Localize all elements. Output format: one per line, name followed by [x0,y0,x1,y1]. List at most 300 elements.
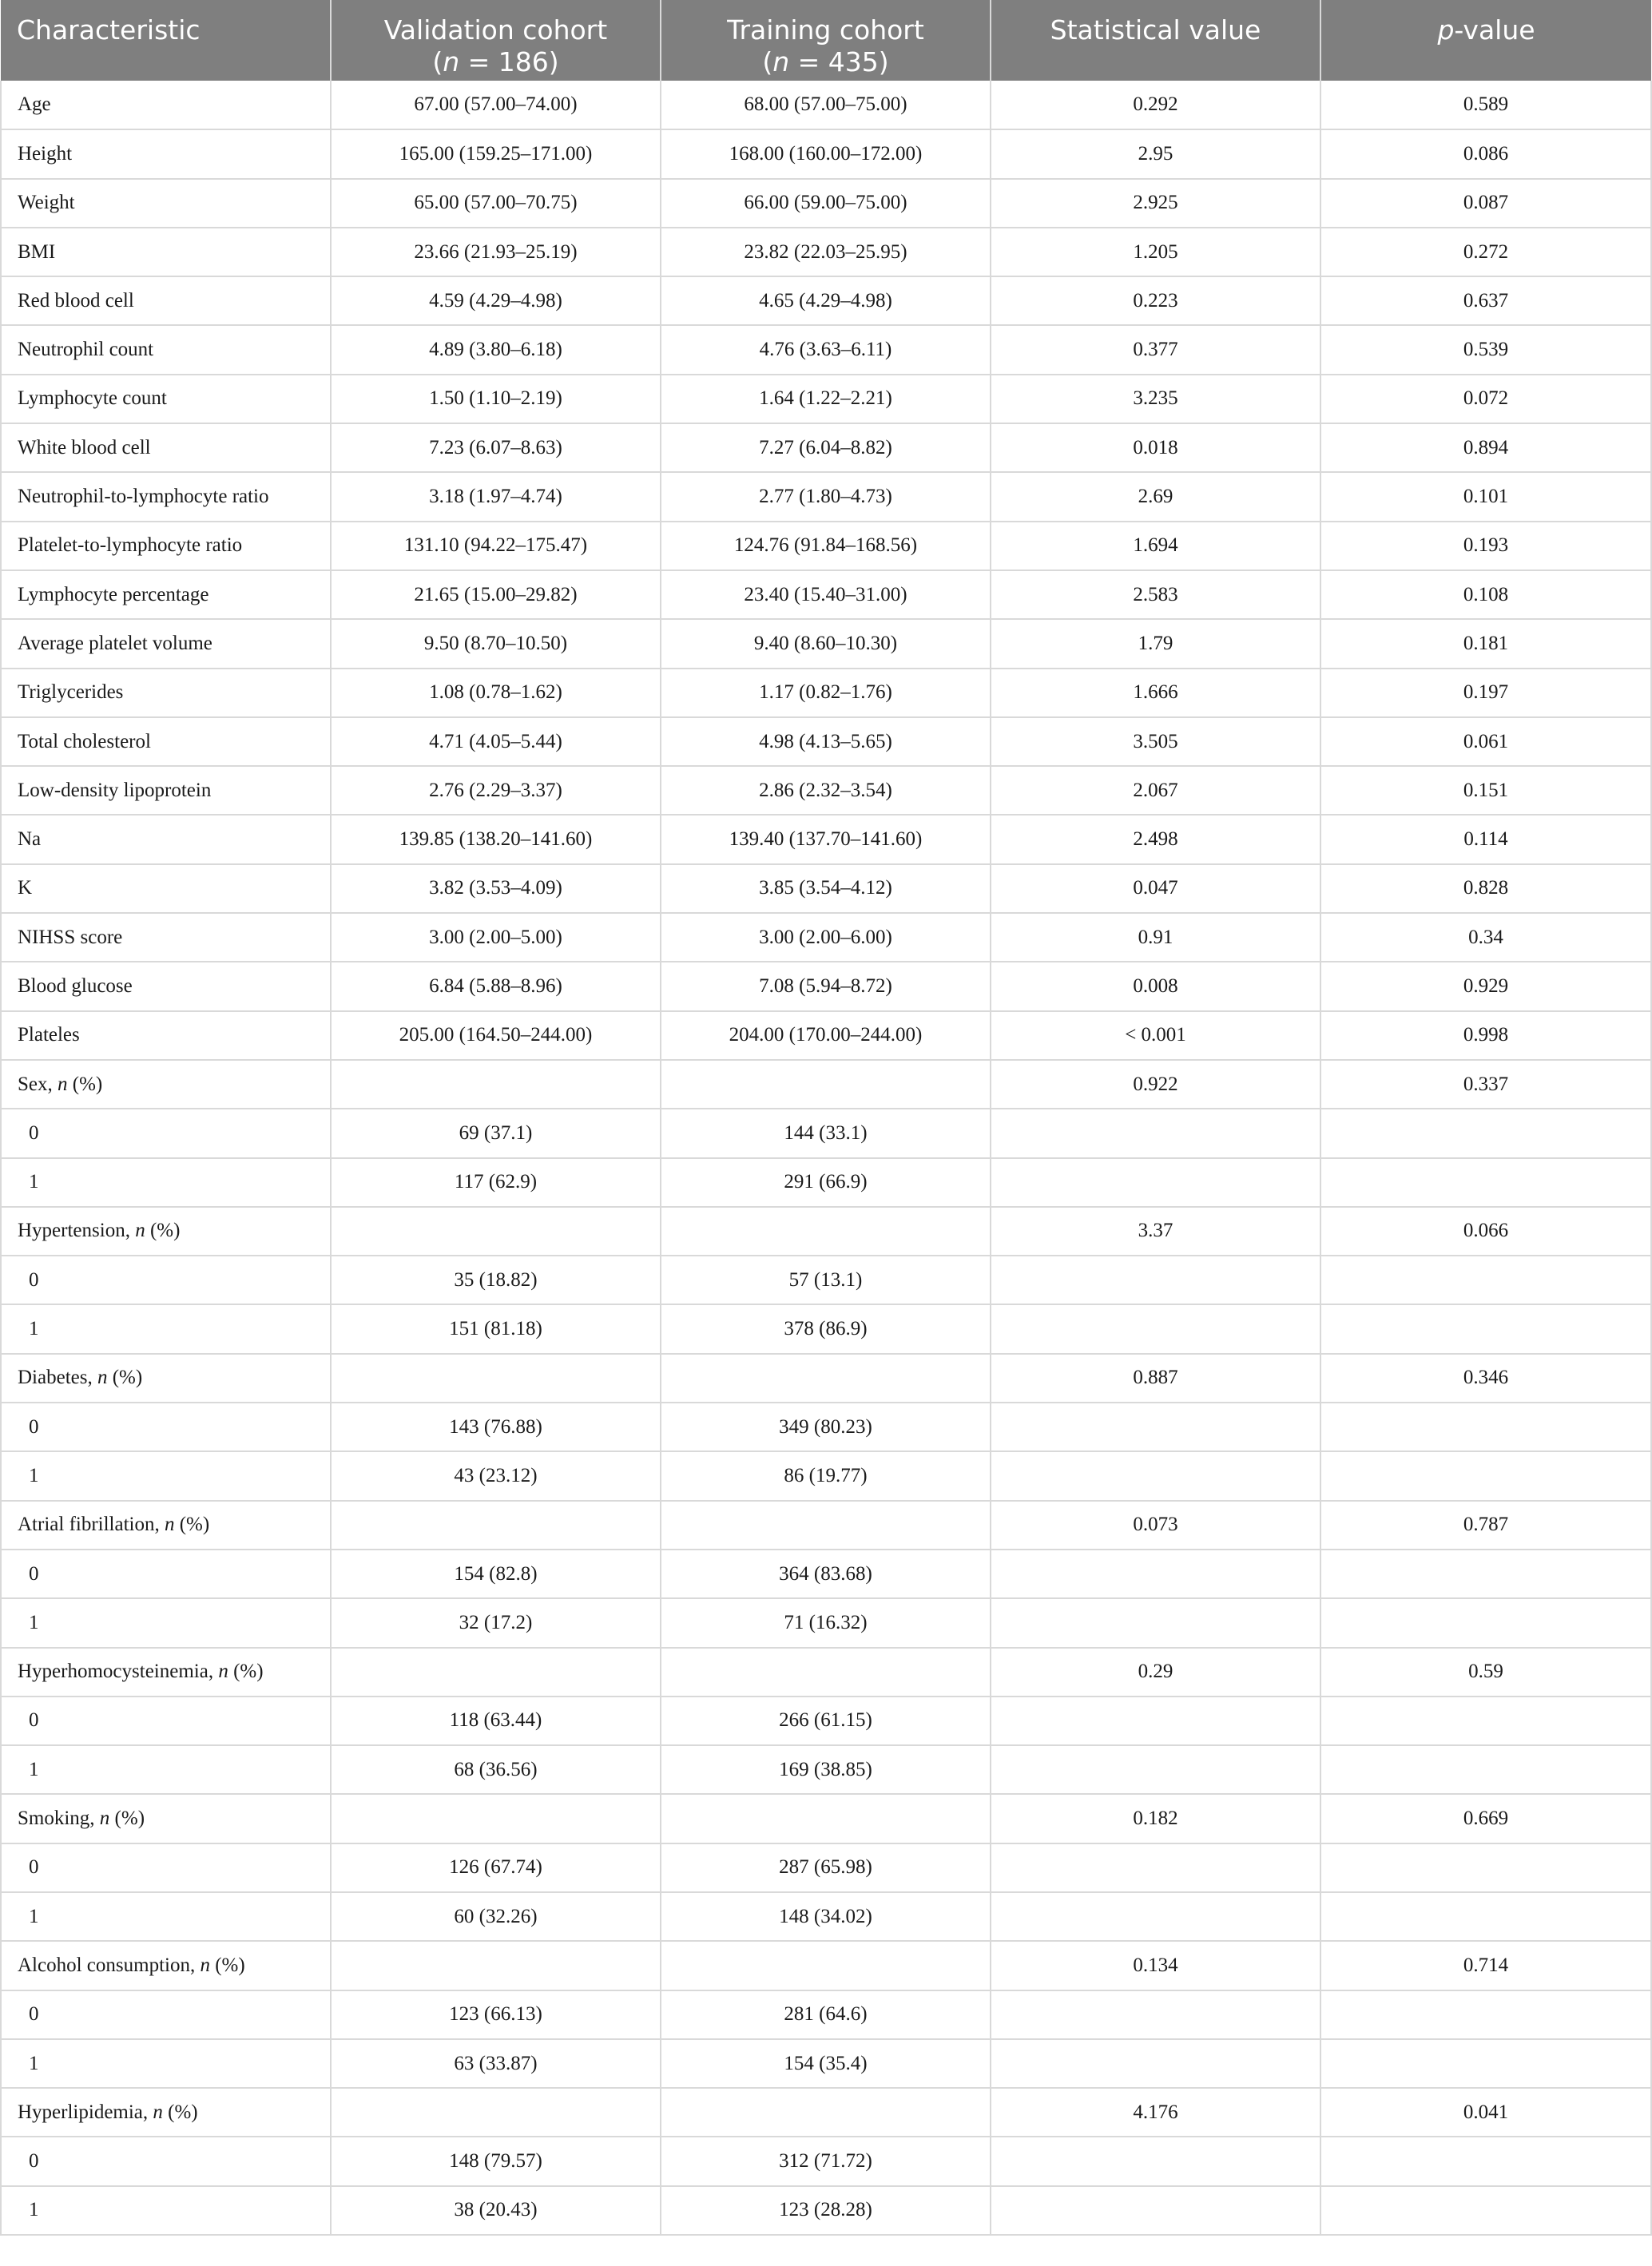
cell-statistical-value: 3.235 [991,375,1320,423]
characteristic-label: Red blood cell [18,289,134,312]
cell-p-value [1320,1451,1651,1500]
n-letter: n [58,1073,68,1095]
cell-validation-cohort: 117 (62.9) [331,1158,661,1207]
cell-characteristic [1,1304,331,1353]
cell-validation-cohort: 3.18 (1.97–4.74) [331,472,661,521]
characteristic-label: Blood glucose [18,974,133,997]
cell-validation-cohort: 65.00 (57.00–70.75) [331,179,661,228]
table-row [1,864,1651,913]
cell-training-cohort: 287 (65.98) [661,1843,991,1892]
table-group-row [1,1354,1651,1403]
header-p-suffix: -value [1454,14,1535,46]
characteristic-label: Alcohol consumption, [18,1954,201,1976]
characteristic-label: Atrial fibrillation, [18,1514,165,1536]
cell-training-cohort: 57 (13.1) [661,1256,991,1304]
cell-characteristic [1,2088,331,2137]
cell-training-cohort: 281 (64.6) [661,1990,991,2039]
table-subrow [1,2186,1651,2235]
cell-training-cohort: 378 (86.9) [661,1304,991,1353]
table-subrow [1,1550,1651,1598]
cell-validation-cohort: 118 (63.44) [331,1697,661,1745]
cell-p-value [1320,2186,1651,2235]
characteristic-label: Hyperhomocysteinemia, [18,1661,219,1683]
cell-validation-cohort: 43 (23.12) [331,1451,661,1500]
cell-training-cohort: 7.27 (6.04–8.82) [661,423,991,472]
cell-validation-cohort: 67.00 (57.00–74.00) [331,81,661,129]
cell-training-cohort: 4.65 (4.29–4.98) [661,276,991,325]
cell-characteristic [1,1892,331,1941]
cell-characteristic [1,1403,331,1451]
cell-characteristic [1,1941,331,1990]
cell-statistical-value: 0.073 [991,1501,1320,1550]
table-subrow [1,1990,1651,2039]
cell-p-value [1320,2039,1651,2088]
header-training-n-letter: n [772,46,790,77]
header-validation-label: Validation cohort [383,14,608,46]
cell-p-value [1320,1843,1651,1892]
cell-characteristic [1,864,331,913]
cell-validation-cohort: 6.84 (5.88–8.96) [331,962,661,1010]
characteristic-label: 1 [29,1611,39,1633]
cell-training-cohort: 3.00 (2.00–6.00) [661,913,991,962]
cell-characteristic [1,717,331,766]
cell-validation-cohort: 3.00 (2.00–5.00) [331,913,661,962]
cell-validation-cohort: 60 (32.26) [331,1892,661,1941]
header-training-cohort: Training cohort (n = 435) [661,0,991,81]
characteristic-label: Na [18,828,42,851]
table-row [1,423,1651,472]
cell-training-cohort: 2.77 (1.80–4.73) [661,472,991,521]
cell-characteristic [1,669,331,717]
cell-statistical-value: 1.694 [991,522,1320,570]
table-row [1,472,1651,521]
characteristic-label: Weight [18,192,75,214]
cell-validation-cohort: 7.23 (6.07–8.63) [331,423,661,472]
cell-statistical-value [991,1451,1320,1500]
cell-p-value: 0.346 [1320,1354,1651,1403]
table-row [1,962,1651,1010]
cell-p-value: 0.828 [1320,864,1651,913]
cell-characteristic [1,1697,331,1745]
header-validation-n: 186 [498,46,549,77]
table-row [1,325,1651,374]
cell-validation-cohort: 32 (17.2) [331,1598,661,1647]
characteristic-label: 0 [29,1121,39,1144]
header-p-value [1320,0,1651,81]
cell-validation-cohort: 68 (36.56) [331,1745,661,1794]
characteristic-label: Triglycerides [18,681,124,704]
cell-training-cohort: 168.00 (160.00–172.00) [661,129,991,178]
cell-validation-cohort: 123 (66.13) [331,1990,661,2039]
cell-statistical-value: 0.182 [991,1794,1320,1843]
cell-characteristic [1,1011,331,1060]
cell-characteristic [1,276,331,325]
characteristic-label: Neutrophil-to-lymphocyte ratio [18,486,269,508]
cell-p-value: 0.086 [1320,129,1651,178]
cell-p-value [1320,1403,1651,1451]
cell-p-value: 0.272 [1320,228,1651,276]
cell-characteristic [1,1256,331,1304]
characteristic-label: Height [18,142,73,165]
cell-p-value: 0.59 [1320,1648,1651,1697]
table-row [1,619,1651,668]
table-subrow [1,1256,1651,1304]
unit-label: (%) [67,1073,103,1095]
cell-statistical-value [991,1598,1320,1647]
table-group-row [1,1501,1651,1550]
cell-p-value: 0.101 [1320,472,1651,521]
characteristic-label: 0 [29,1856,39,1879]
unit-label: (%) [209,1954,245,1976]
cell-statistical-value: 2.067 [991,766,1320,815]
cell-statistical-value: 2.925 [991,179,1320,228]
cell-characteristic [1,81,331,129]
unit-label: (%) [228,1661,264,1683]
cell-training-cohort: 1.17 (0.82–1.76) [661,669,991,717]
cell-validation-cohort: 1.08 (0.78–1.62) [331,669,661,717]
cell-characteristic [1,325,331,374]
cell-p-value: 0.066 [1320,1207,1651,1256]
cell-characteristic [1,1598,331,1647]
characteristic-label: Low-density lipoprotein [18,779,212,801]
characteristic-label: Hyperlipidemia, [18,2101,153,2123]
cell-p-value: 0.589 [1320,81,1651,129]
cell-validation-cohort [331,1794,661,1843]
cell-validation-cohort: 4.59 (4.29–4.98) [331,276,661,325]
cell-characteristic [1,1648,331,1697]
cell-characteristic [1,1745,331,1794]
cell-p-value: 0.637 [1320,276,1651,325]
cell-training-cohort [661,1941,991,1990]
cell-p-value: 0.669 [1320,1794,1651,1843]
n-letter: n [200,1954,210,1976]
cell-validation-cohort [331,1060,661,1109]
table-subrow [1,1745,1651,1794]
cell-training-cohort: 71 (16.32) [661,1598,991,1647]
cell-statistical-value: < 0.001 [991,1011,1320,1060]
characteristic-label: 0 [29,1709,39,1732]
cell-validation-cohort: 23.66 (21.93–25.19) [331,228,661,276]
cell-statistical-value [991,1990,1320,2039]
unit-label: (%) [162,2101,198,2123]
cell-statistical-value: 0.292 [991,81,1320,129]
cell-characteristic [1,1501,331,1550]
characteristic-label: White blood cell [18,436,151,458]
cell-training-cohort: 266 (61.15) [661,1697,991,1745]
cell-p-value [1320,1550,1651,1598]
characteristic-label: 0 [29,2150,39,2173]
table-row [1,766,1651,815]
table-subrow [1,1598,1651,1647]
cell-training-cohort: 144 (33.1) [661,1109,991,1157]
table-group-row [1,1794,1651,1843]
cell-validation-cohort [331,1207,661,1256]
cell-statistical-value [991,1745,1320,1794]
cell-training-cohort: 364 (83.68) [661,1550,991,1598]
table-row [1,276,1651,325]
unit-label: (%) [145,1220,181,1242]
cell-training-cohort: 349 (80.23) [661,1403,991,1451]
cell-statistical-value [991,1256,1320,1304]
n-letter: n [99,1808,110,1830]
cell-validation-cohort: 1.50 (1.10–2.19) [331,375,661,423]
cell-training-cohort: 68.00 (57.00–75.00) [661,81,991,129]
cell-validation-cohort: 35 (18.82) [331,1256,661,1304]
cell-validation-cohort: 63 (33.87) [331,2039,661,2088]
header-row [1,0,1651,81]
cell-training-cohort: 1.64 (1.22–2.21) [661,375,991,423]
cell-characteristic [1,423,331,472]
characteristic-label: K [18,877,33,899]
table-subrow [1,2039,1651,2088]
cell-p-value: 0.061 [1320,717,1651,766]
table-subrow [1,1158,1651,1207]
characteristic-label: Total cholesterol [18,730,151,752]
cell-statistical-value [991,2039,1320,2088]
cell-training-cohort: 169 (38.85) [661,1745,991,1794]
cell-p-value: 0.787 [1320,1501,1651,1550]
cell-characteristic [1,570,331,619]
table-group-row [1,1060,1651,1109]
cell-training-cohort: 312 (71.72) [661,2137,991,2185]
unit-label: (%) [174,1514,210,1536]
cell-statistical-value: 2.95 [991,129,1320,178]
characteristic-label: Average platelet volume [18,632,212,654]
cell-characteristic [1,1451,331,1500]
characteristic-label: Smoking, [18,1808,100,1830]
cell-training-cohort: 23.40 (15.40–31.00) [661,570,991,619]
table-row [1,228,1651,276]
cell-training-cohort [661,1354,991,1403]
cell-validation-cohort [331,1648,661,1697]
cell-characteristic [1,2186,331,2235]
cell-validation-cohort: 165.00 (159.25–171.00) [331,129,661,178]
cell-characteristic [1,1794,331,1843]
cell-validation-cohort: 139.85 (138.20–141.60) [331,815,661,863]
cell-statistical-value: 2.583 [991,570,1320,619]
cell-characteristic [1,228,331,276]
cell-characteristic [1,1207,331,1256]
unit-label: (%) [109,1808,145,1830]
cell-validation-cohort: 9.50 (8.70–10.50) [331,619,661,668]
cell-characteristic [1,766,331,815]
cell-p-value: 0.539 [1320,325,1651,374]
cell-statistical-value [991,1304,1320,1353]
characteristic-label: 1 [29,1905,39,1927]
header-characteristic [1,0,331,81]
cell-p-value [1320,1256,1651,1304]
cell-p-value: 0.181 [1320,619,1651,668]
cell-p-value: 0.087 [1320,179,1651,228]
cell-p-value: 0.041 [1320,2088,1651,2137]
cell-training-cohort: 86 (19.77) [661,1451,991,1500]
cell-training-cohort: 148 (34.02) [661,1892,991,1941]
table-row [1,81,1651,129]
characteristic-label: 1 [29,2052,39,2074]
cell-statistical-value: 0.018 [991,423,1320,472]
cell-statistical-value: 0.377 [991,325,1320,374]
cell-statistical-value: 0.887 [991,1354,1320,1403]
cell-p-value [1320,2137,1651,2185]
table-row [1,913,1651,962]
cell-statistical-value: 0.91 [991,913,1320,962]
cell-statistical-value: 1.666 [991,669,1320,717]
cell-statistical-value [991,1892,1320,1941]
table-row [1,717,1651,766]
cell-statistical-value [991,1697,1320,1745]
cell-characteristic [1,472,331,521]
cell-statistical-value: 1.79 [991,619,1320,668]
cell-p-value: 0.894 [1320,423,1651,472]
table-row [1,815,1651,863]
cell-training-cohort: 123 (28.28) [661,2186,991,2235]
n-letter: n [135,1220,145,1242]
cell-p-value: 0.193 [1320,522,1651,570]
characteristic-label: 0 [29,1562,39,1585]
cell-validation-cohort: 131.10 (94.22–175.47) [331,522,661,570]
n-letter: n [97,1367,108,1389]
header-validation-n-letter: n [443,46,460,77]
cell-statistical-value [991,1109,1320,1157]
cell-training-cohort [661,1501,991,1550]
unit-label: (%) [107,1367,143,1389]
table-row [1,375,1651,423]
cell-statistical-value [991,2186,1320,2235]
cell-training-cohort [661,2088,991,2137]
cell-validation-cohort: 3.82 (3.53–4.09) [331,864,661,913]
cell-training-cohort: 66.00 (59.00–75.00) [661,179,991,228]
cell-characteristic [1,2137,331,2185]
characteristic-label: 1 [29,1758,39,1780]
characteristic-label: Plateles [18,1024,80,1046]
cell-statistical-value: 0.008 [991,962,1320,1010]
table-row [1,570,1651,619]
cell-statistical-value: 0.047 [991,864,1320,913]
table-subrow [1,1304,1651,1353]
cell-validation-cohort: 148 (79.57) [331,2137,661,2185]
header-validation-cohort: Validation cohort (n = 186) [331,0,661,81]
cell-validation-cohort [331,2088,661,2137]
cell-p-value: 0.151 [1320,766,1651,815]
cell-characteristic [1,962,331,1010]
cell-characteristic [1,1354,331,1403]
characteristic-label: Age [18,93,51,116]
table-group-row [1,1207,1651,1256]
cell-p-value: 0.108 [1320,570,1651,619]
characteristic-label: 1 [29,1171,39,1193]
cell-p-value: 0.197 [1320,669,1651,717]
cell-statistical-value: 3.505 [991,717,1320,766]
characteristic-label: NIHSS score [18,926,123,948]
characteristic-label: Platelet-to-lymphocyte ratio [18,534,243,557]
cell-p-value [1320,1304,1651,1353]
table-subrow [1,1697,1651,1745]
cell-p-value: 0.114 [1320,815,1651,863]
header-statistical-value [991,0,1320,81]
cell-p-value: 0.929 [1320,962,1651,1010]
cell-validation-cohort: 69 (37.1) [331,1109,661,1157]
header-characteristic-label: Characteristic [17,14,201,46]
cell-training-cohort [661,1207,991,1256]
cell-statistical-value: 3.37 [991,1207,1320,1256]
cell-characteristic [1,1109,331,1157]
characteristic-label: Lymphocyte percentage [18,583,209,605]
characteristic-label: Sex, [18,1073,58,1095]
cell-validation-cohort: 4.89 (3.80–6.18) [331,325,661,374]
cell-statistical-value: 0.223 [991,276,1320,325]
table-row [1,179,1651,228]
cell-training-cohort: 4.76 (3.63–6.11) [661,325,991,374]
cell-characteristic [1,129,331,178]
table-subrow [1,2137,1651,2185]
cell-statistical-value [991,1403,1320,1451]
cell-training-cohort: 154 (35.4) [661,2039,991,2088]
cell-p-value [1320,1158,1651,1207]
table-group-row [1,1941,1651,1990]
cell-statistical-value: 2.69 [991,472,1320,521]
header-training-n: 435 [828,46,879,77]
cell-p-value [1320,1598,1651,1647]
cell-characteristic [1,2039,331,2088]
cell-training-cohort [661,1648,991,1697]
table-subrow [1,1403,1651,1451]
cell-p-value: 0.34 [1320,913,1651,962]
table-subrow [1,1451,1651,1500]
cell-statistical-value: 2.498 [991,815,1320,863]
table-row [1,522,1651,570]
cell-validation-cohort [331,1941,661,1990]
cell-characteristic [1,522,331,570]
n-letter: n [153,2101,163,2123]
characteristic-label: 1 [29,1318,39,1340]
cell-validation-cohort: 21.65 (15.00–29.82) [331,570,661,619]
cell-p-value: 0.714 [1320,1941,1651,1990]
table-subrow [1,1843,1651,1892]
cell-characteristic [1,1550,331,1598]
table-subrow [1,1892,1651,1941]
table-row [1,1011,1651,1060]
cell-validation-cohort: 38 (20.43) [331,2186,661,2235]
cell-training-cohort: 139.40 (137.70–141.60) [661,815,991,863]
table-row [1,129,1651,178]
cell-statistical-value [991,1158,1320,1207]
cell-characteristic [1,913,331,962]
cell-training-cohort: 204.00 (170.00–244.00) [661,1011,991,1060]
cell-training-cohort: 9.40 (8.60–10.30) [661,619,991,668]
table-body [1,81,1651,2235]
cell-characteristic [1,1060,331,1109]
cell-characteristic [1,815,331,863]
cell-characteristic [1,179,331,228]
characteristic-label: 1 [29,1464,39,1486]
cell-p-value [1320,1990,1651,2039]
cell-p-value [1320,1745,1651,1794]
characteristic-label: 1 [29,2199,39,2221]
header-p-letter: p [1437,14,1455,46]
cell-characteristic [1,1843,331,1892]
n-letter: n [164,1514,175,1536]
cell-validation-cohort: 143 (76.88) [331,1403,661,1451]
cell-statistical-value: 0.29 [991,1648,1320,1697]
table-row [1,669,1651,717]
cell-training-cohort [661,1794,991,1843]
cell-validation-cohort: 205.00 (164.50–244.00) [331,1011,661,1060]
cell-training-cohort: 4.98 (4.13–5.65) [661,717,991,766]
characteristic-label: 0 [29,2003,39,2026]
cell-characteristic [1,619,331,668]
header-statistical-label: Statistical value [1050,14,1261,46]
cell-validation-cohort [331,1501,661,1550]
